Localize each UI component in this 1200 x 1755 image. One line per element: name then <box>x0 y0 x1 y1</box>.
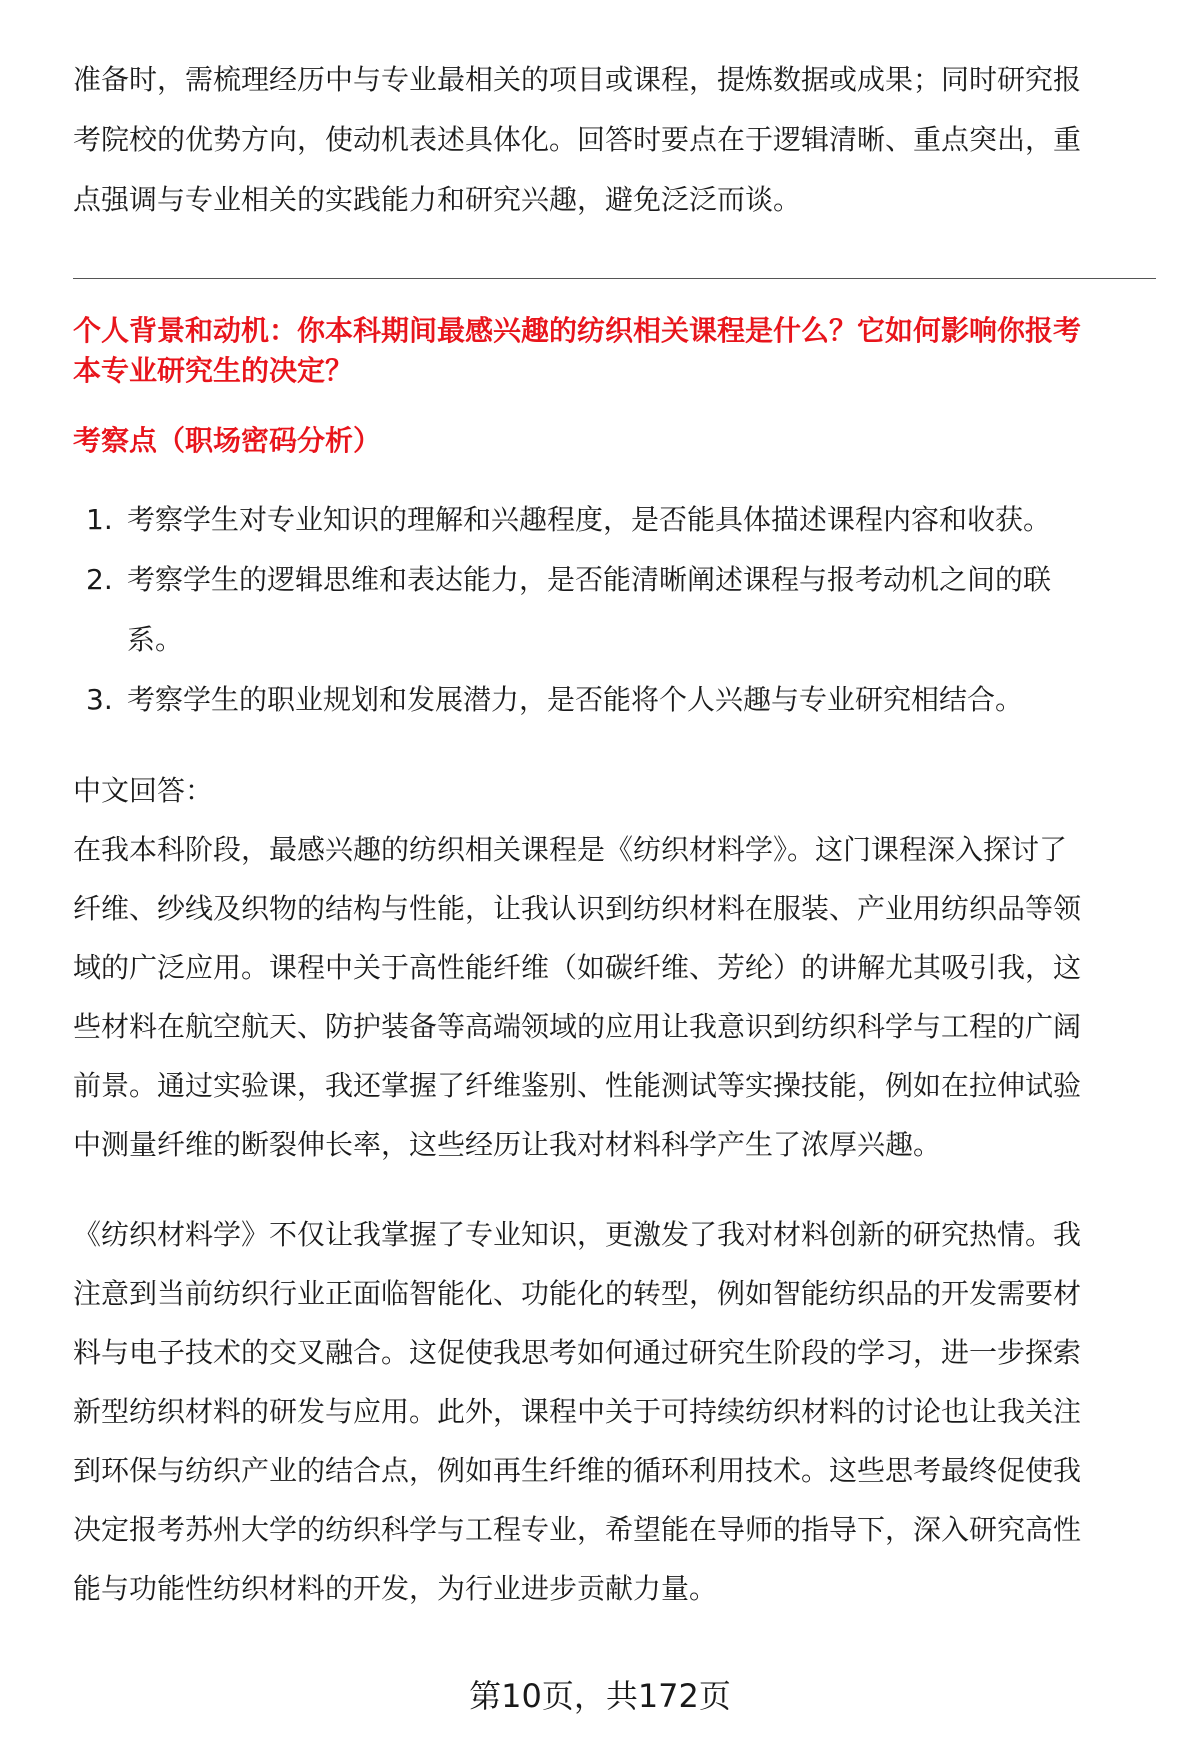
text-line: 考院校的优势方向，使动机表述具体化。回答时要点在于逻辑清晰、重点突出，重 <box>73 123 1082 156</box>
text-line: 新型纺织材料的研发与应用。此外，课程中关于可持续纺织材料的讨论也让我关注 <box>73 1395 1082 1428</box>
page-footer: 第10页，共172页 <box>469 1677 731 1715</box>
text-line: 中测量纤维的断裂伸长率，这些经历让我对材料科学产生了浓厚兴趣。 <box>73 1128 942 1161</box>
text-line: 注意到当前纺织行业正面临智能化、功能化的转型，例如智能纺织品的开发需要材 <box>73 1277 1082 1310</box>
answer-label: 中文回答： <box>73 774 214 807</box>
text-line: 纤维、纱线及织物的结构与性能，让我认识到纺织材料在服装、产业用纺织品等领 <box>73 892 1082 925</box>
text-line: 料与电子技术的交叉融合。这促使我思考如何通过研究生阶段的学习，进一步探索 <box>73 1336 1082 1369</box>
text-line: 决定报考苏州大学的纺织科学与工程专业，希望能在导师的指导下，深入研究高性 <box>73 1513 1082 1546</box>
list-number: 1. <box>86 503 113 536</box>
text-line: 些材料在航空航天、防护装备等高端领域的应用让我意识到纺织科学与工程的广阔 <box>73 1010 1082 1043</box>
list-item: 考察学生的逻辑思维和表达能力，是否能清晰阐述课程与报考动机之间的联 <box>127 563 1052 596</box>
text-line: 在我本科阶段，最感兴趣的纺织相关课程是《纺织材料学》。这门课程深入探讨了 <box>73 833 1068 866</box>
list-item: 系。 <box>127 623 184 656</box>
text-line: 能与功能性纺织材料的开发，为行业进步贡献力量。 <box>73 1572 718 1605</box>
list-item: 考察学生的职业规划和发展潜力，是否能将个人兴趣与专业研究相结合。 <box>127 683 1024 716</box>
text-line: 点强调与专业相关的实践能力和研究兴趣，避免泛泛而谈。 <box>73 183 802 216</box>
text-line: 前景。通过实验课，我还掌握了纤维鉴别、性能测试等实操技能，例如在拉伸试验 <box>73 1069 1082 1102</box>
text-line: 准备时，需梳理经历中与专业最相关的项目或课程，提炼数据或成果；同时研究报 <box>73 63 1082 96</box>
heading-line: 个人背景和动机：你本科期间最感兴趣的纺织相关课程是什么？它如何影响你报考 <box>73 314 1082 347</box>
divider <box>73 278 1156 279</box>
text-line: 域的广泛应用。课程中关于高性能纤维（如碳纤维、芳纶）的讲解尤其吸引我，这 <box>73 951 1082 984</box>
list-number: 3. <box>86 683 113 716</box>
list-item: 考察学生对专业知识的理解和兴趣程度，是否能具体描述课程内容和收获。 <box>127 503 1052 536</box>
heading-line: 本专业研究生的决定？ <box>73 354 354 387</box>
text-line: 《纺织材料学》不仅让我掌握了专业知识，更激发了我对材料创新的研究热情。我 <box>73 1218 1082 1251</box>
section-title: 考察点（职场密码分析） <box>73 424 382 457</box>
text-line: 到环保与纺织产业的结合点，例如再生纤维的循环利用技术。这些思考最终促使我 <box>73 1454 1082 1487</box>
list-number: 2. <box>86 563 113 596</box>
